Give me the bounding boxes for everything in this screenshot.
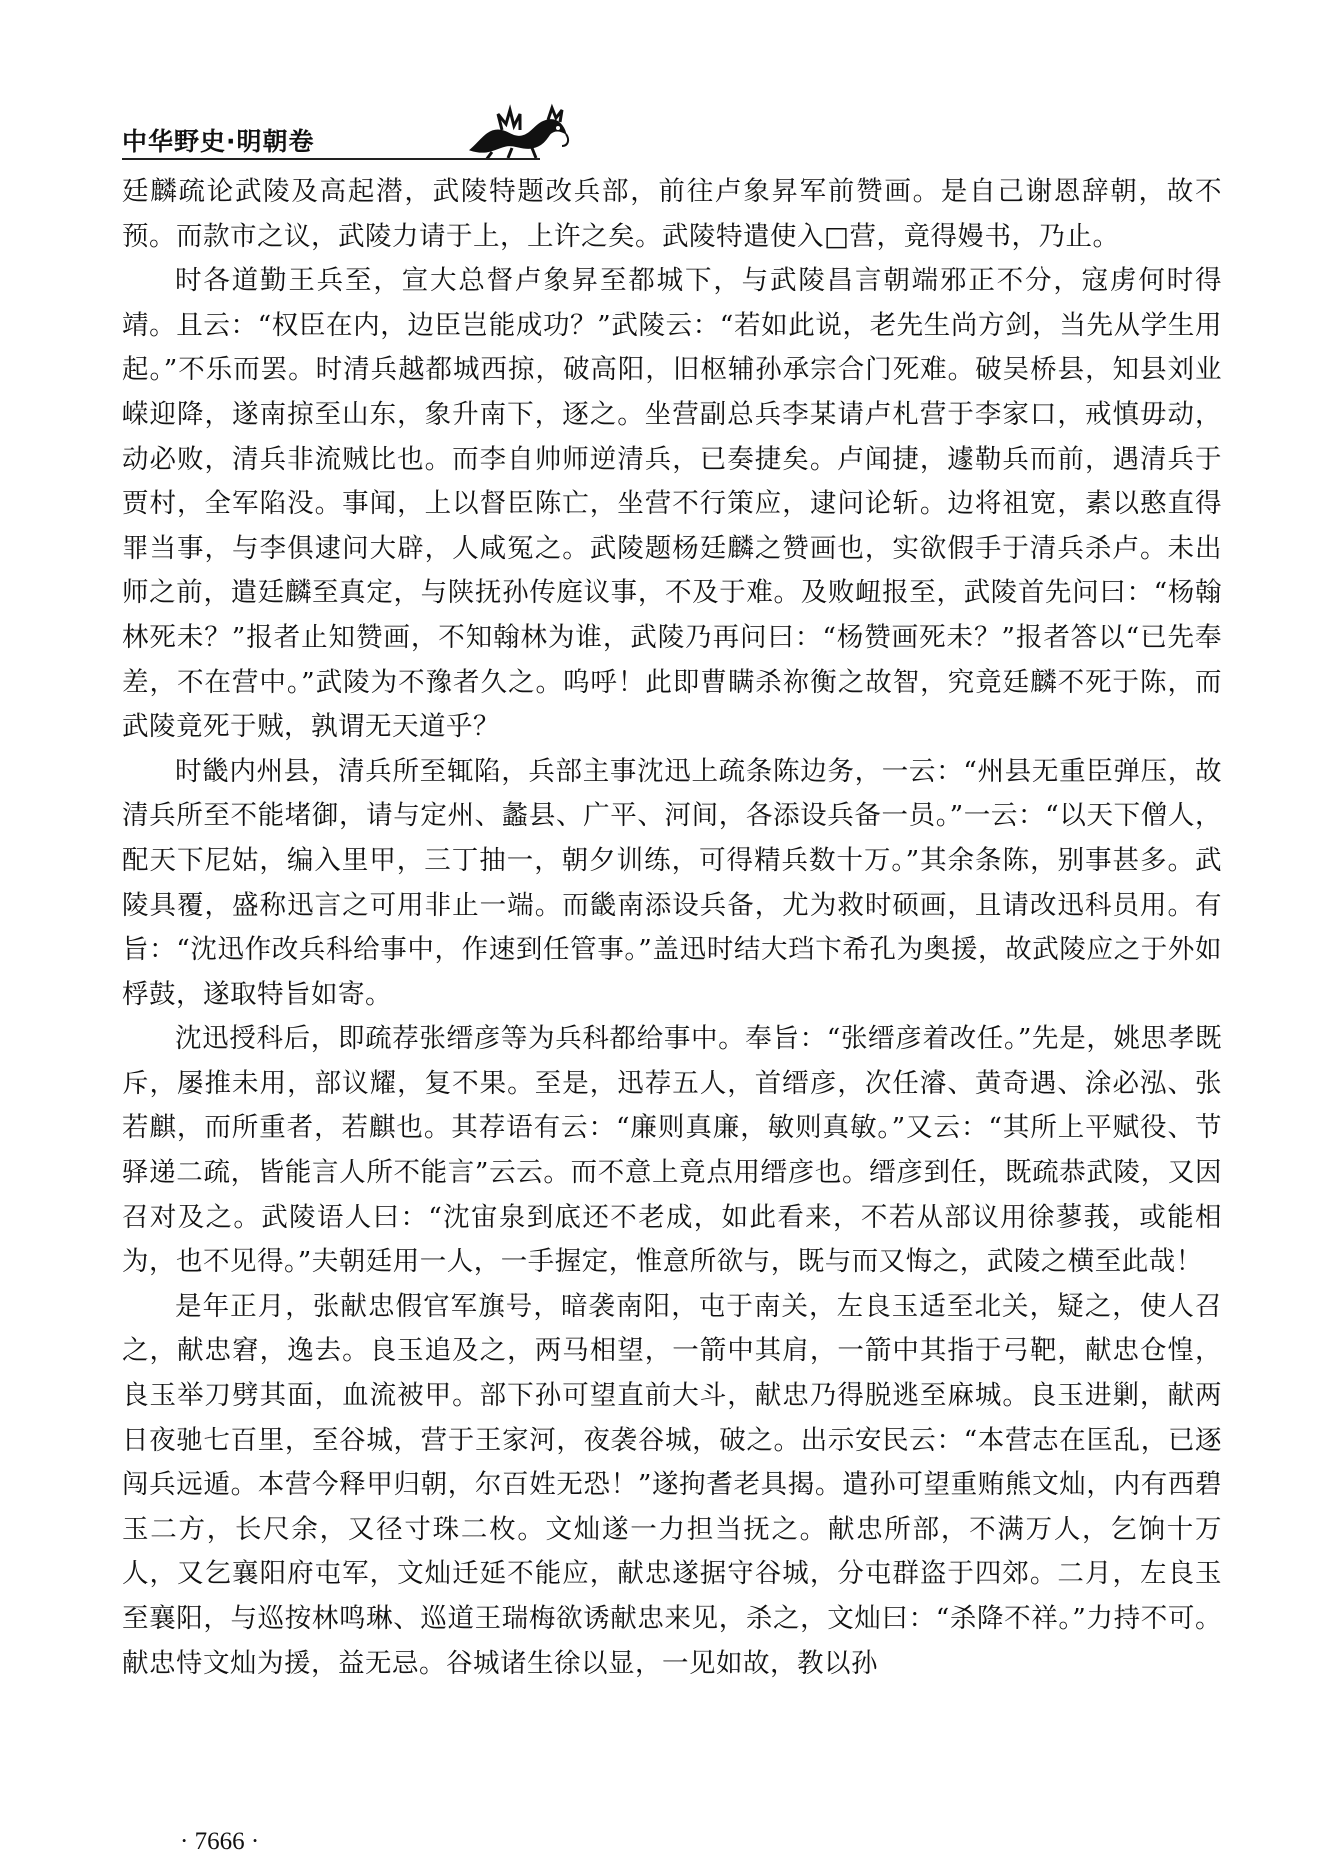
paragraph: 时畿内州县，清兵所至辄陷，兵部主事沈迅上疏条陈边务，一云：“州县无重臣弹压，故清兵所至不能堵御，请与定州、蠡县、广平、河间，各添设兵备一员。”一云：“以天下僧人，配天下尼姑，编入里甲，三丁抽一，朝夕训练，可得精兵数十万。”其余条陈，别事甚多。武陵具覆，盛称迅言之可用非止一端。而畿南添设兵备，尤为救时硕画，且请改迅科员用。有旨：“沈迅作改兵科给事中，作速到任管事。”盖迅时结大珰卞希孔为奥援，故武陵应之于外如桴鼓，遂取特旨如寄。 [122,755,1222,1010]
paragraph: 时各道勤王兵至，宣大总督卢象昇至都城下，与武陵昌言朝端邪正不分，寇虏何时得靖。且云：“权臣在内，边臣岂能成功？”武陵云：“若如此说，老先生尚方剑，当先从学生用起。”不乐而罢。时清兵越都城西掠，破高阳，旧枢辅孙承宗合门死难。破吴桥县，知县刘业嵘迎降，遂南掠至山东，象升南下，逐之。坐营副总兵李某请卢札营于李家口，戒慎毋动，动必败，清兵非流贼比也。而李自帅师逆清兵，已奏捷矣。卢闻捷，遽勒兵而前，遇清兵于贾村，全军陷没。事闻，上以督臣陈亡，坐营不行策应，逮问论斩。边将祖宽，素以憨直得罪当事，与李俱逮问大辟，人咸冤之。武陵题杨廷麟之赞画也，实欲假手于清兵杀卢。未出师之前，遣廷麟至真定，与陕抚孙传庭议事，不及于难。及败衄报至，武陵首先问曰：“杨翰林死未？”报者止知赞画，不知翰林为谁，武陵乃再问曰：“杨赞画死未？”报者答以“已先奉差，不在营中。”武陵为不豫者久之。呜呼！此即曹瞒杀祢衡之故智，究竟廷麟不死于陈，而武陵竟死于贼，孰谓无天道乎？ [122,265,1222,743]
book-title: 中华野史·明朝卷 [122,127,315,156]
dragon-emblem-icon [462,100,572,160]
running-header [122,100,1122,162]
page-number: · 7666 · [180,1828,260,1855]
header-rule [122,158,540,160]
body-text [122,170,1222,1686]
paragraph: 沈迅授科后，即疏荐张缙彦等为兵科都给事中。奉旨：“张缙彦着改任。”先是，姚思孝既斥，屡推未用，部议耀，复不果。至是，迅荐五人，首缙彦，次任濬、黄奇遇、涂必泓、张若麒，而所重者，若麒也。其荐语有云：“廉则真廉，敏则真敏。”又云：“其所上平赋役、节驿递二疏，皆能言人所不能言”云云。而不意上竟点用缙彦也。缙彦到任，既疏恭武陵，又因召对及之。武陵语人曰：“沈宙泉到底还不老成，如此看来，不若从部议用徐蓼莪，或能相为，也不见得。”夫朝廷用一人，一手握定，惟意所欲与，既与而又悔之，武陵之横至此哉！ [122,1023,1222,1278]
paragraph: 是年正月，张献忠假官军旗号，暗袭南阳，屯于南关，左良玉适至北关，疑之，使人召之，献忠窘，逸去。良玉追及之，两马相望，一箭中其肩，一箭中其指于弓靶，献忠仓惶，良玉举刀劈其面，血流被甲。部下孙可望直前大斗，献忠乃得脱逃至麻城。良玉进剿，献两日夜驰七百里，至谷城，营于王家河，夜袭谷城，破之。出示安民云：“本营志在匡乱，已逐闯兵远遁。本营今释甲归朝，尔百姓无恐！”遂拘耆老具揭。遣孙可望重贿熊文灿，内有西碧玉二方，长尺余，又径寸珠二枚。文灿遂一力担当抚之。献忠所部，不满万人，乞饷十万人，又乞襄阳府屯军，文灿迁延不能应，献忠遂据守谷城，分屯群盗于四郊。二月，左良玉至襄阳，与巡按林鸣琳、巡道王瑞梅欲诱献忠来见，杀之，文灿曰：“杀降不祥。”力持不可。献忠恃文灿为援，益无忌。谷城诸生徐以显，一见如故，教以孙 [122,1290,1222,1679]
paragraph: 廷麟疏论武陵及高起潜，武陵特题改兵部，前往卢象昇军前赞画。是自己谢恩辞朝，故不预。而款市之议，武陵力请于上，上许之矣。武陵特遣使入□营，竟得嫚书，乃止。 [122,176,1222,252]
